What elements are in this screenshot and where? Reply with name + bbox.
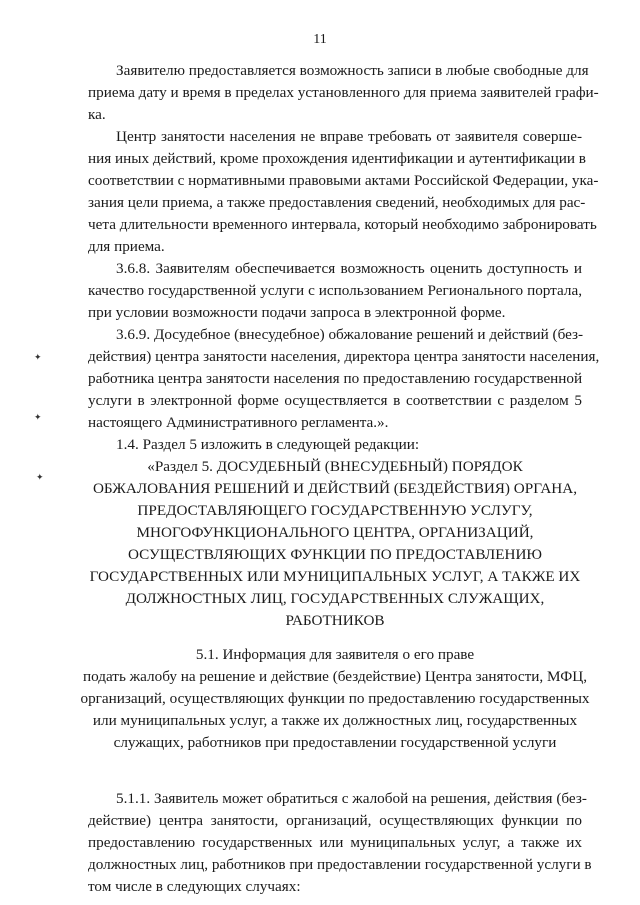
paragraph-line: настоящего Административного регламента.». [88,414,389,431]
paragraph-line: 5.1.1. Заявитель может обратиться с жалобой на решения, действия (без- [116,790,587,807]
paragraph-line: должностных лиц, работников при предоставлении государственной услуги в [88,856,592,873]
section-heading-line: ГОСУДАРСТВЕННЫХ ИЛИ МУНИЦИПАЛЬНЫХ УСЛУГ, А ТАКЖЕ ИХ [89,568,581,585]
paragraph-line: ния иных действий, кроме прохождения идентификации и аутентификации в [88,150,586,167]
subsection-heading-line: подать жалобу на решение и действие (бездействие) Центра занятости, МФЦ, [82,668,588,685]
paragraph-line: для приема. [88,238,165,255]
paragraph-line: соответствии с нормативными правовыми актами Российской Федерации, ука- [88,172,599,189]
paragraph-line: 3.6.8. Заявителям обеспечивается возможность оценить доступность и [116,260,582,277]
paragraph-line: действие) центра занятости, организаций, осуществляющих функции по [88,812,582,829]
section-heading-line: «Раздел 5. ДОСУДЕБНЫЙ (ВНЕСУДЕБНЫЙ) ПОРЯДОК [147,458,523,475]
paragraph-line: действия) центра занятости населения, директора центра занятости населения, [88,348,600,365]
paragraph-line: зания цели приема, а также предоставления сведений, необходимых для рас- [88,194,586,211]
section-heading-line: ОБЖАЛОВАНИЯ РЕШЕНИЙ И ДЕЙСТВИЙ (БЕЗДЕЙСТВИЯ) ОРГАНА, [92,480,578,497]
paragraph-line: при условии возможности подачи запроса в электронной форме. [88,304,506,321]
scan-mark: ✦ [34,352,42,362]
scan-mark: ✦ [34,412,42,422]
paragraph-line: 1.4. Раздел 5 изложить в следующей редакции: [116,436,420,453]
scan-mark: ✦ [36,472,44,482]
paragraph-line: работника центра занятости населения по предоставлению государственной [88,370,583,387]
subsection-heading-line: служащих, работников при предоставлении государственной услуги [113,734,557,751]
paragraph-line: том числе в следующих случаях: [88,878,301,895]
paragraph-line: чета длительности временного интервала, который необходимо забронировать [88,216,597,233]
paragraph-line: 3.6.9. Досудебное (внесудебное) обжалование решений и действий (без- [116,326,584,343]
page-number: 11 [313,32,327,47]
paragraph-line: качество государственной услуги с использованием Регионального портала, [88,282,582,299]
paragraph-line: услуги в электронной форме осуществляется в соответствии с разделом 5 [88,392,582,409]
section-heading-line: ДОЛЖНОСТНЫХ ЛИЦ, ГОСУДАРСТВЕННЫХ СЛУЖАЩИХ, [125,590,545,607]
subsection-heading-line: 5.1. Информация для заявителя о его праве [195,646,475,663]
paragraph-line: предоставлению государственных или муниципальных услуг, а также их [88,834,582,851]
section-heading-line: МНОГОФУНКЦИОНАЛЬНОГО ЦЕНТРА, ОРГАНИЗАЦИЙ, [136,524,534,541]
subsection-heading-line: или муниципальных услуг, а также их должностных лиц, государственных [92,712,578,729]
section-heading-line: РАБОТНИКОВ [285,612,385,629]
subsection-heading-line: организаций, осуществляющих функции по предоставлению государственных [80,690,590,707]
section-heading-line: ОСУЩЕСТВЛЯЮЩИХ ФУНКЦИИ ПО ПРЕДОСТАВЛЕНИЮ [127,546,543,563]
paragraph-line: Центр занятости населения не вправе требовать от заявителя соверше- [116,128,582,145]
paragraph-line: ка. [88,106,106,123]
section-heading-line: ПРЕДОСТАВЛЯЮЩЕГО ГОСУДАРСТВЕННУЮ УСЛУГУ, [137,502,533,519]
paragraph-line: Заявителю предоставляется возможность записи в любые свободные для [116,62,589,79]
paragraph-line: приема дату и время в пределах установленного для приема заявителей графи- [88,84,599,101]
